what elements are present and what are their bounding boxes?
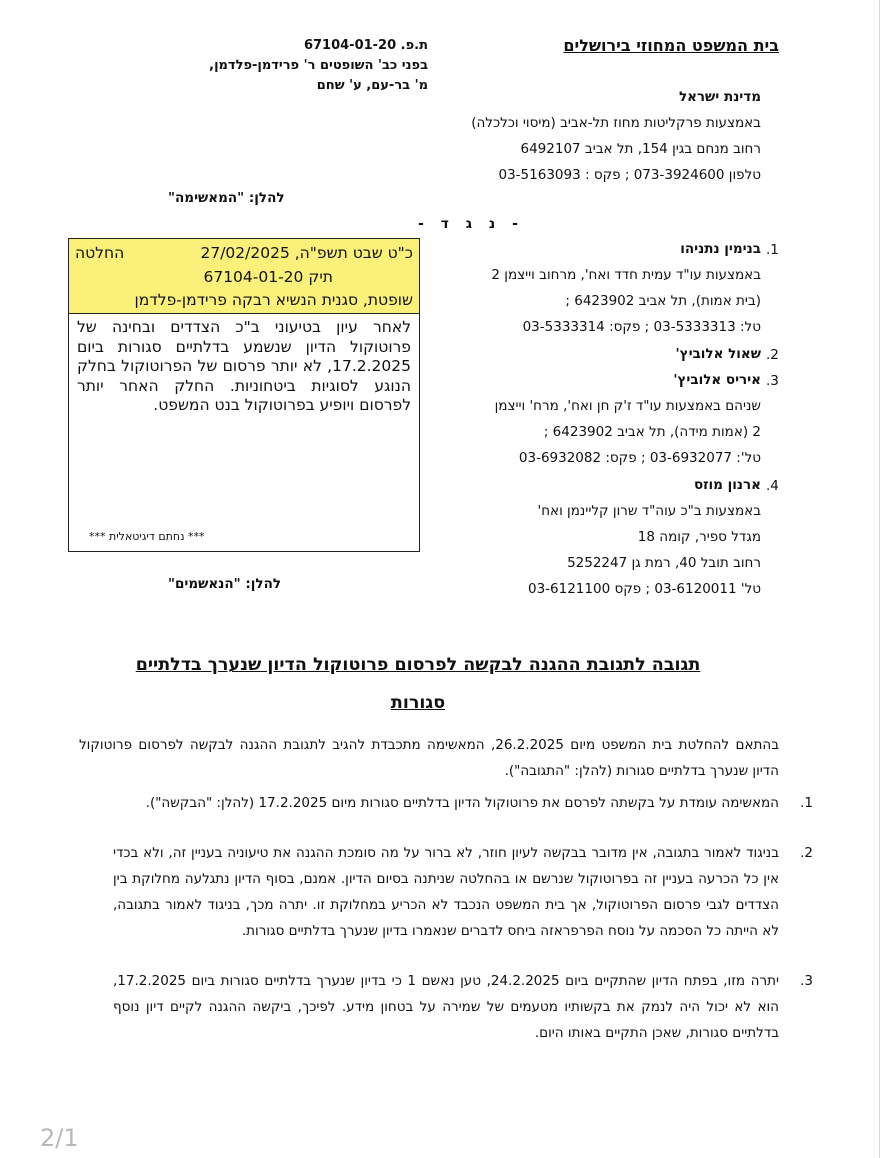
defendant-4-name: ארנון מוזס	[693, 477, 761, 493]
defendant-1-line-1: באמצעות עו"ד עמית חדד ואח', מרחוב וייצמן 2	[491, 267, 761, 283]
defendant-3-number: 3.	[766, 373, 779, 389]
defendant-3-line-2: 2 (אמות מידה), תל אביב 6423902 ;	[543, 424, 761, 440]
defendant-4-line-1: באמצעות ב"כ עוה"ד שרון קליינמן ואח'	[537, 503, 761, 519]
case-header	[168, 36, 428, 96]
decision-judge: שופטת, סגנית הנשיא רבקה פרידמן-פלדמן	[134, 291, 413, 309]
defendant-3-block	[495, 367, 761, 471]
defendant-2-number: 2.	[766, 347, 779, 363]
list-item-3	[113, 968, 813, 1046]
prosecution-block	[471, 84, 761, 188]
item-1-number: 1.	[800, 795, 813, 811]
decision-type: החלטה	[75, 244, 125, 262]
intro-paragraph: בהתאם להחלטת בית המשפט מיום 26.2.2025, המאשימה מתכבדת להגיב לתגובת ההגנה לבקשה לפרסום פרוטוקול הדיון שנערך בדלתיים סגורות (להלן: "התגובה").	[79, 737, 779, 779]
item-2-text: בניגוד לאמור בתגובה, אין מדובר בבקשה לעיון חוזר, לא ברור על מה סומכת ההגנה את טיעוניה בעניין זה, ולא בכדי אין כל הכרעה בעניין זה בפרוטוקול שנרשם או בהחלטה שניתנה בסיום הדיון. אמנם, בסוף הדיון נתגלעה מחלוקת בין הצדדים לגבי פרסום הפרוטוקול, אך בית המשפט הנכבד לא הכריע במחלוקת זו. יתרה מכך, בניגוד לאמור בתגובה, לא הייתה כל הסכמה על נוסח הפרפראזה ביחס לדברים שנאמרו בדיון שנערך בדלתיים סגורות.	[113, 845, 779, 939]
defendant-1-block	[491, 236, 761, 340]
prosecution-line-2: רחוב מנחם בגין 154, תל אביב 6492107	[520, 141, 761, 157]
case-number: ת.פ. 67104-01-20	[303, 38, 428, 53]
decision-stamp-box	[68, 238, 420, 552]
item-3-number: 3.	[800, 973, 813, 989]
defendant-3-line-3: טל': 03-6932077 ; פקס: 03-6932082	[518, 450, 761, 466]
versus-separator: - נ ג ד -	[418, 216, 524, 232]
decision-header	[69, 239, 419, 314]
decision-date: כ"ט שבט תשפ"ה, 27/02/2025	[200, 244, 413, 262]
defendant-4-block	[528, 472, 761, 602]
judges-line-2: מ' בר-עם, ע' שחם	[316, 78, 428, 93]
defendant-1-line-3: טל: 03-5333313 ; פקס: 03-5333314	[522, 319, 761, 335]
item-1-text: המאשימה עומדת על בקשתה לפרסם את פרוטוקול הדיון בדלתיים סגורות מיום 17.2.2025 (להלן: "הבקשה").	[145, 795, 779, 811]
defendant-4-line-4: טל' 03-6120011 ; פקס 03-6121100	[527, 581, 761, 597]
list-item-1	[113, 790, 813, 816]
document-title-line-1: תגובה לתגובת ההגנה לבקשה לפרסום פרוטוקול הדיון שנערך בדלתיים	[135, 655, 701, 675]
court-name: בית המשפט המחוזי בירושלים	[563, 36, 779, 55]
document-title-line-2: סגורות	[390, 693, 446, 713]
item-2-number: 2.	[800, 845, 813, 861]
defendant-4-line-2: מגדל ספיר, קומה 18	[637, 529, 761, 545]
defendants-label: להלן: "הנאשמים"	[168, 576, 282, 592]
defendant-1-number: 1.	[766, 242, 779, 258]
decision-case: תיק 67104-01-20	[203, 268, 333, 286]
prosecution-name: מדינת ישראל	[678, 89, 761, 105]
digital-signature-note: *** נחתם דיגיטאלית ***	[89, 530, 205, 543]
page-indicator: 2/1	[40, 1124, 79, 1152]
prosecution-line-3: טלפון 073-3924600 ; פקס : 03-5163093	[498, 167, 761, 183]
defendant-1-name: בנימין נתניהו	[680, 241, 761, 257]
defendant-2-name: שאול אלוביץ'	[675, 346, 761, 362]
prosecution-line-1: באמצעות פרקליטות מחוז תל-אביב (מיסוי וכלכלה)	[471, 115, 761, 131]
defendant-3-line-1: שניהם באמצעות עו"ד ז'ק חן ואח', מרח' וייצמן	[494, 398, 761, 414]
list-item-2	[113, 840, 813, 944]
item-3-text: יתרה מזו, בפתח הדיון שהתקיים ביום 24.2.2025, טען נאשם 1 כי בדיון שנערך בדלתיים סגורות ביום 17.2.2025, הוא לא יכול היה לנמק את בקשותיו מטעמים של שמירה על בטחון מידע. לפיכך, ביקשה ההגנה לקיים דיון נוסף בדלתיים סגורות, שאכן התקיים באותו היום.	[113, 973, 779, 1041]
defendant-4-line-3: רחוב תובל 40, רמת גן 5252247	[567, 555, 761, 571]
defendant-1-line-2: (בית אמות), תל אביב 6423902 ;	[565, 293, 761, 309]
decision-text: לאחר עיון בטיעוני ב"כ הצדדים ובחינה של פרוטוקול הדיון שנשמע בדלתיים סגורות ביום 17.2.2025, לא יותר פרסום של הפרוטוקול בחלק הנוגע לסוגיות ביטחוניות. החלק האחר יותר לפרסום ויופיע בפרוטוקול בנט המשפט.	[77, 318, 411, 414]
defendant-3-name: איריס אלוביץ'	[673, 372, 761, 388]
prosecution-label: להלן: "המאשימה"	[168, 190, 285, 206]
judges-line-1: בפני כב' השופטים ר' פרידמן-פלדמן,	[209, 58, 428, 73]
defendant-4-number: 4.	[766, 478, 779, 494]
